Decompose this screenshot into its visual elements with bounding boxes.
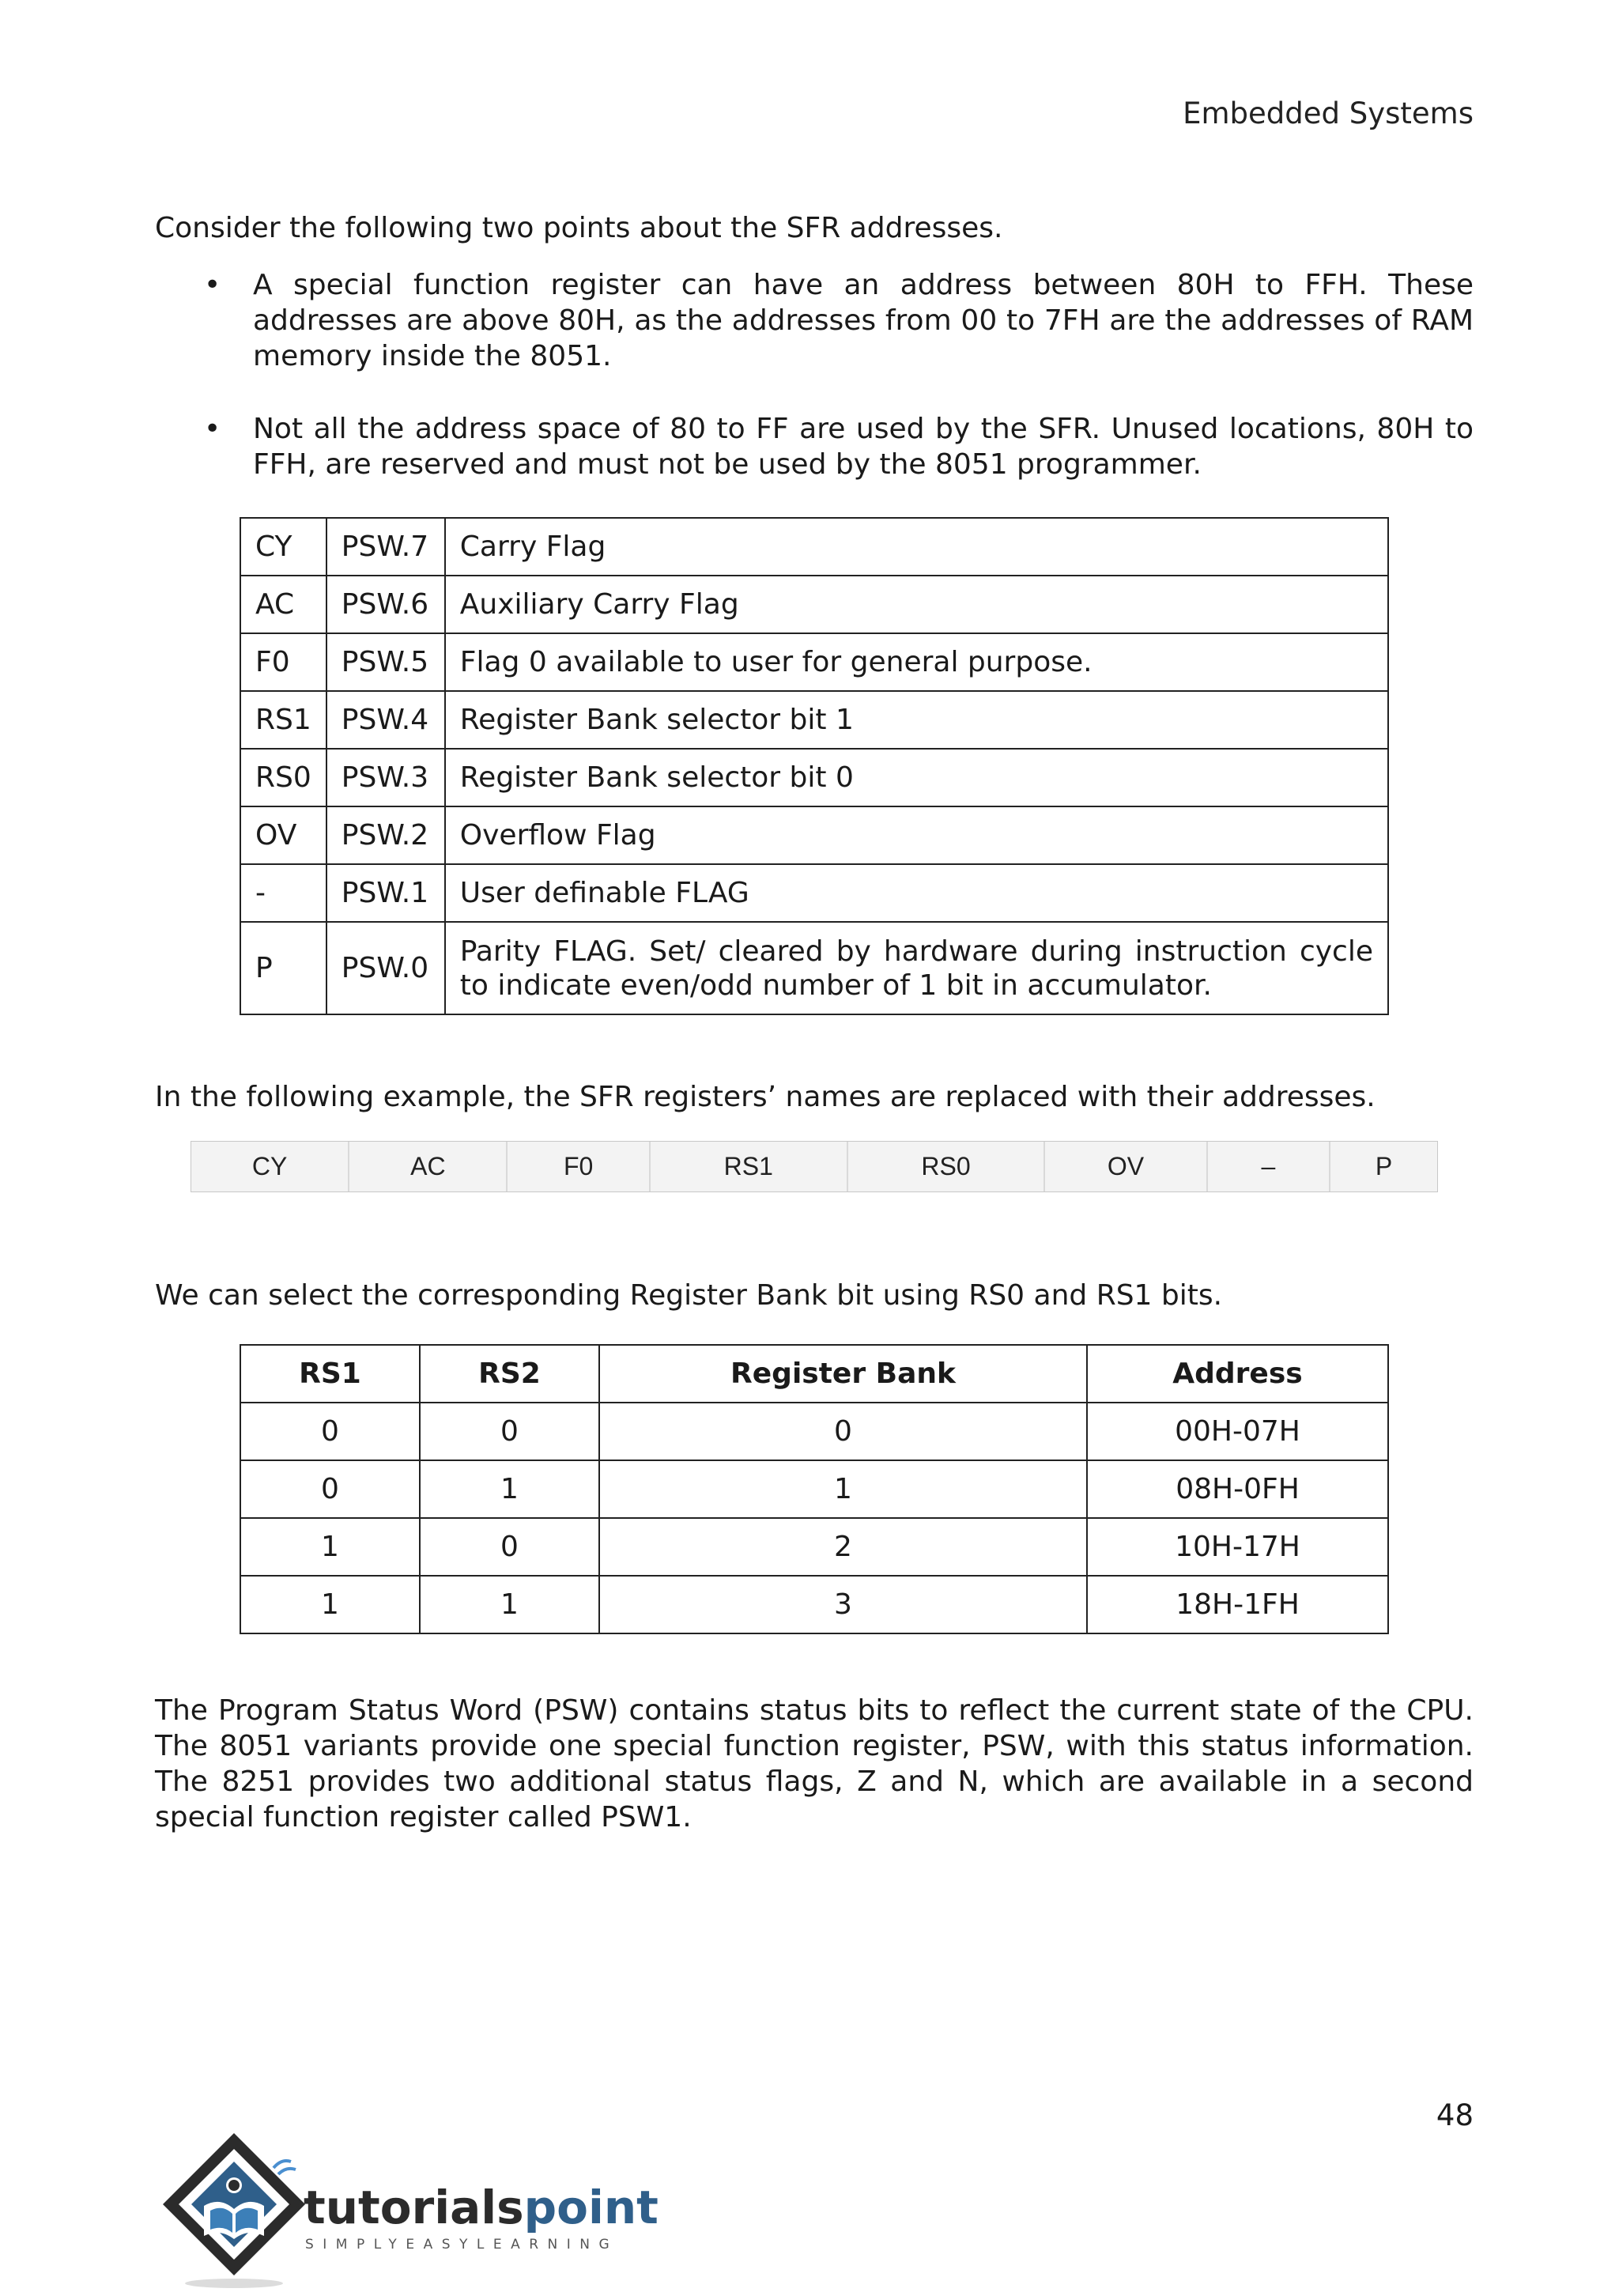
closing-paragraph: The Program Status Word (PSW) contains status bits to reflect the current state of the CPU. The 8051 variants provide one special function register, PSW, with this status information. The 8251 provides two additional status flags, Z and N, which are available in a second special function register called PSW1.	[155, 1694, 1474, 1833]
bit-cell: PSW.5	[326, 633, 445, 691]
table-row	[240, 922, 1388, 1014]
table-row	[240, 749, 1388, 806]
table-cell: 1	[599, 1460, 1087, 1518]
table-cell: 0	[240, 1403, 420, 1460]
bit-cell: PSW.1	[326, 864, 445, 922]
flag-cell: F0	[240, 633, 326, 691]
table-row	[240, 518, 1388, 576]
table-row	[240, 691, 1388, 749]
logo-wordmark: tutorialspoint	[304, 2181, 659, 2234]
intro-paragraph: Consider the following two points about the SFR addresses.	[155, 212, 1003, 244]
flag-cell: AC	[240, 576, 326, 633]
table-row	[240, 576, 1388, 633]
column-header: Register Bank	[599, 1345, 1087, 1403]
bit-strip-cell: AC	[349, 1142, 508, 1191]
table-row	[240, 806, 1388, 864]
table-cell: 0	[420, 1403, 599, 1460]
logo-tagline: SIMPLYEASYLEARNING	[305, 2237, 619, 2253]
bank-intro-paragraph: We can select the corresponding Register Bank bit using RS0 and RS1 bits.	[155, 1279, 1223, 1312]
table-cell: 10H-17H	[1087, 1518, 1388, 1576]
bullet-item: Not all the address space of 80 to FF are used by the SFR. Unused locations, 80H to FFH, are reserved and must not be used by the 8051 programmer.	[253, 413, 1474, 481]
tutorialspoint-logo	[155, 2127, 661, 2293]
table-cell: 2	[599, 1518, 1087, 1576]
table-cell: 0	[420, 1518, 599, 1576]
flag-cell: RS1	[240, 691, 326, 749]
bullet-item: A special function register can have an address between 80H to FFH. These addresses are above 80H, as the addresses from 00 to 7FH are the addresses of RAM memory inside the 8051.	[253, 269, 1474, 372]
flag-cell: RS0	[240, 749, 326, 806]
table-row	[240, 1403, 1388, 1460]
description-cell: Register Bank selector bit 0	[445, 749, 1388, 806]
table-cell: 1	[420, 1460, 599, 1518]
flag-cell: CY	[240, 518, 326, 576]
description-cell: Flag 0 available to user for general purpose.	[445, 633, 1388, 691]
bit-cell: PSW.2	[326, 806, 445, 864]
psw-bit-strip	[191, 1141, 1438, 1192]
table-row	[240, 1518, 1388, 1576]
table-cell: 3	[599, 1576, 1087, 1633]
table-cell: 0	[240, 1460, 420, 1518]
column-header: Address	[1087, 1345, 1388, 1403]
page-header: Embedded Systems	[1183, 96, 1474, 130]
page-number: 48	[1436, 2098, 1474, 2132]
bit-strip-cell: RS0	[848, 1142, 1046, 1191]
bit-strip-cell: F0	[508, 1142, 650, 1191]
bit-cell: PSW.4	[326, 691, 445, 749]
table-row	[240, 1460, 1388, 1518]
bit-cell: PSW.3	[326, 749, 445, 806]
table-row	[240, 633, 1388, 691]
column-header: RS2	[420, 1345, 599, 1403]
psw-flags-table	[240, 517, 1389, 1015]
tutorialspoint-logo-icon	[155, 2127, 661, 2293]
table-row	[240, 1576, 1388, 1633]
table-cell: 00H-07H	[1087, 1403, 1388, 1460]
table-row	[240, 864, 1388, 922]
register-bank-table	[240, 1344, 1389, 1634]
description-cell: Parity FLAG. Set/ cleared by hardware during instruction cycle to indicate even/odd number of 1 bit in accumulator.	[445, 922, 1388, 1014]
bit-strip-cell: –	[1208, 1142, 1331, 1191]
table-cell: 0	[599, 1403, 1087, 1460]
table-cell: 08H-0FH	[1087, 1460, 1388, 1518]
bit-cell: PSW.6	[326, 576, 445, 633]
description-cell: Carry Flag	[445, 518, 1388, 576]
bit-strip-cell: CY	[191, 1142, 349, 1191]
description-cell: Overflow Flag	[445, 806, 1388, 864]
description-cell: Auxiliary Carry Flag	[445, 576, 1388, 633]
bullet-marker: •	[204, 413, 221, 445]
table-cell: 1	[240, 1576, 420, 1633]
bit-strip-cell: P	[1375, 1152, 1393, 1180]
flag-cell: -	[240, 864, 326, 922]
flag-cell: OV	[240, 806, 326, 864]
table-cell: 1	[420, 1576, 599, 1633]
table-cell: 1	[240, 1518, 420, 1576]
column-header: RS1	[240, 1345, 420, 1403]
table-cell: 18H-1FH	[1087, 1576, 1388, 1633]
bit-cell: PSW.7	[326, 518, 445, 576]
example-paragraph: In the following example, the SFR registers’ names are replaced with their addresses.	[155, 1081, 1376, 1113]
description-cell: User definable FLAG	[445, 864, 1388, 922]
bit-strip-cell: RS1	[651, 1142, 848, 1191]
bit-cell: PSW.0	[326, 922, 445, 1014]
bullet-marker: •	[204, 269, 221, 301]
bit-strip-cell: OV	[1045, 1142, 1207, 1191]
description-cell: Register Bank selector bit 1	[445, 691, 1388, 749]
table-header-row	[240, 1345, 1388, 1403]
flag-cell: P	[240, 922, 326, 1014]
